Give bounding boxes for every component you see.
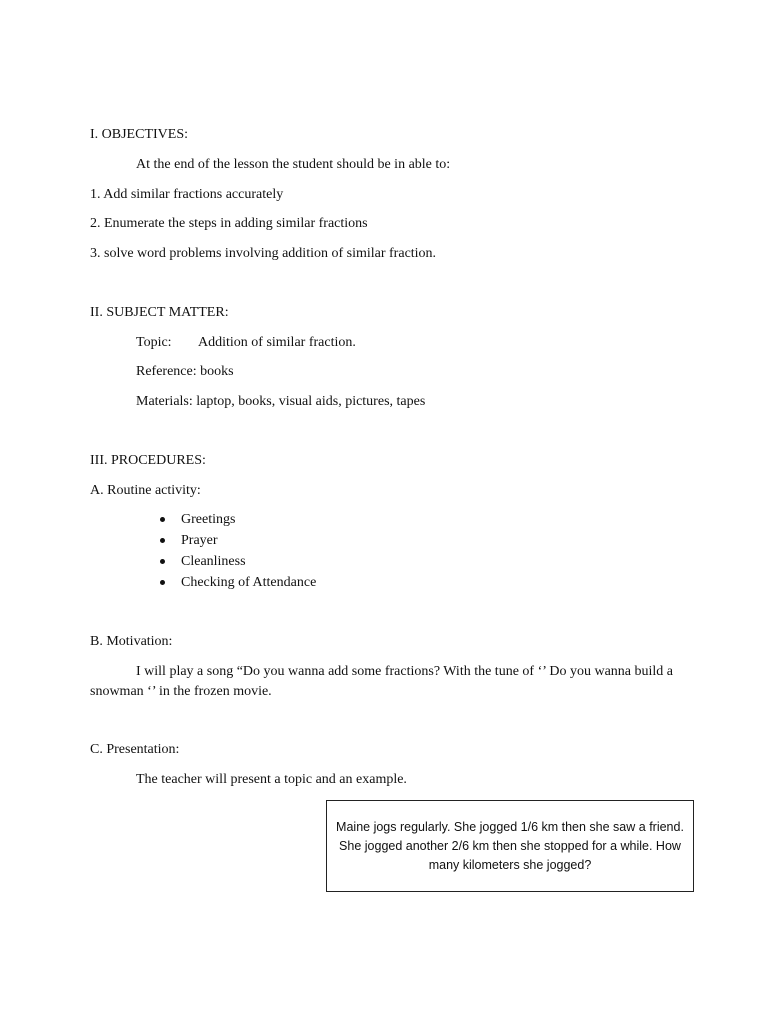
motivation-text: I will play a song “Do you wanna add some fractions? With the tune of ‘’ Do you wanna build a snowman ‘’ in the frozen movie. [90, 664, 674, 699]
objective-item-2: 2. Enumerate the steps in adding similar fractions [90, 216, 368, 231]
topic-label: Topic: [136, 335, 172, 350]
bullet-icon [160, 580, 165, 585]
motivation-heading: B. Motivation: [90, 634, 173, 649]
routine-list [160, 511, 316, 595]
bullet-icon [160, 517, 165, 522]
list-item [160, 553, 316, 574]
list-item-text: Checking of Attendance [181, 575, 317, 590]
topic-value: Addition of similar fraction. [198, 335, 356, 350]
objective-item-3: 3. solve word problems involving addition of similar fraction. [90, 246, 437, 261]
list-item-text: Cleanliness [181, 554, 246, 569]
list-item [160, 511, 316, 532]
list-item-text: Prayer [181, 533, 218, 548]
objective-item-1: 1. Add similar fractions accurately [90, 187, 284, 202]
list-item [160, 532, 316, 553]
example-problem-text: Maine jogs regularly. She jogged 1/6 km then she saw a friend. She jogged another 2/6 km then she stopped for a while. How many kilometers she jogged? [336, 819, 684, 872]
materials-line: Materials: laptop, books, visual aids, pictures, tapes [136, 394, 426, 409]
procedures-heading: III. PROCEDURES: [90, 453, 206, 468]
bullet-icon [160, 538, 165, 543]
objectives-heading: I. OBJECTIVES: [90, 127, 188, 142]
reference-line: Reference: books [136, 364, 234, 379]
bullet-icon [160, 559, 165, 564]
example-problem-box [326, 800, 694, 892]
objectives-intro: At the end of the lesson the student should be in able to: [136, 157, 451, 172]
presentation-heading: C. Presentation: [90, 742, 180, 757]
list-item-text: Greetings [181, 512, 236, 527]
subject-matter-heading: II. SUBJECT MATTER: [90, 305, 229, 320]
presentation-text: The teacher will present a topic and an example. [136, 772, 407, 787]
list-item [160, 574, 316, 595]
routine-heading: A. Routine activity: [90, 483, 201, 498]
